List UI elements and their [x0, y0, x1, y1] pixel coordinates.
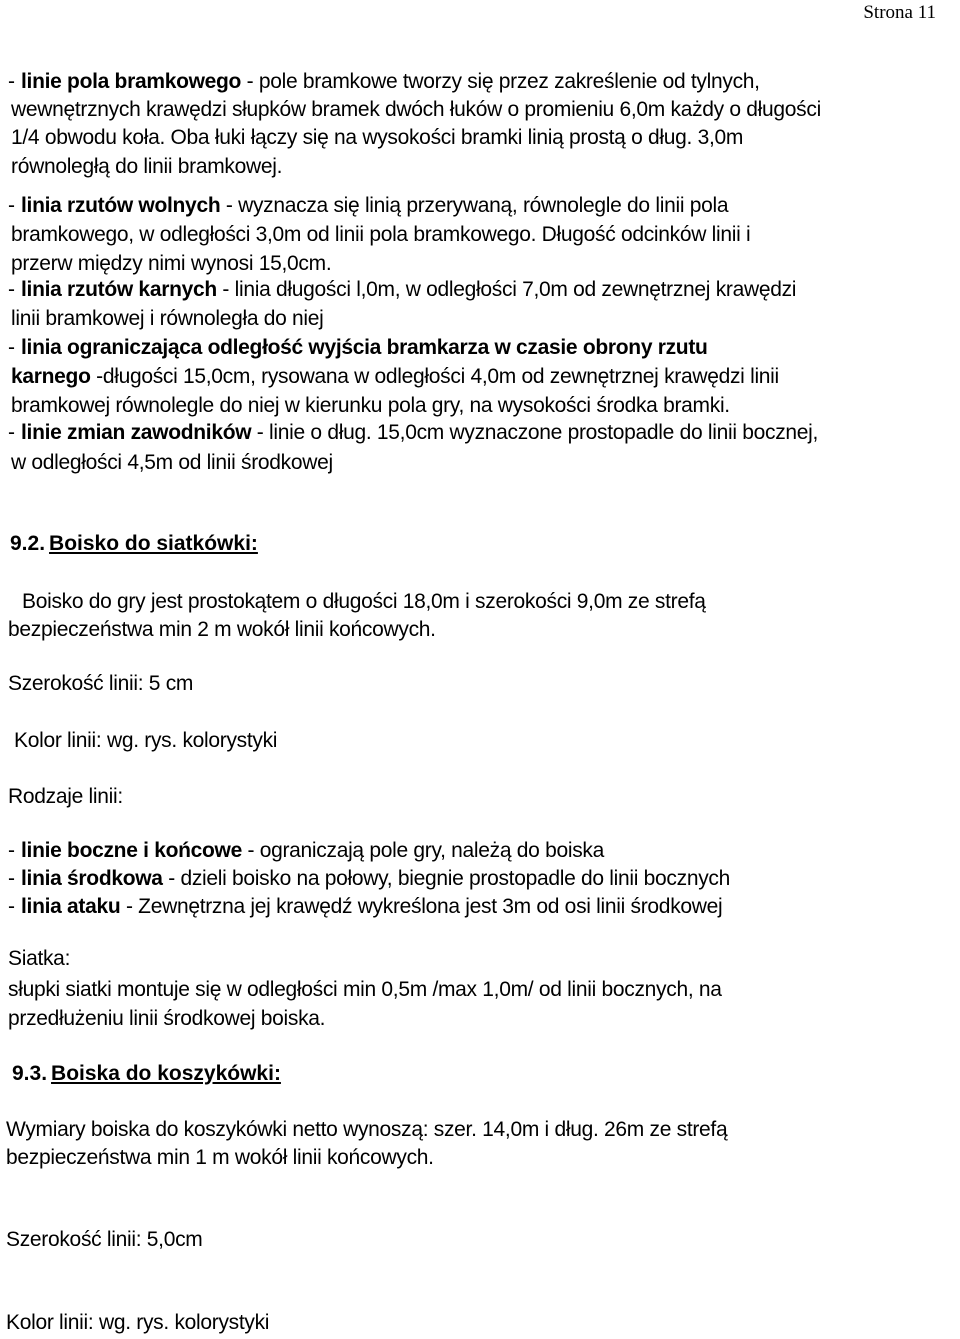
line-name: linie boczne i końcowe	[21, 839, 242, 862]
list-item-continuation: w odległości 4,5m od linii środkowej	[11, 451, 333, 474]
list-item: - linia ataku - Zewnętrzna jej krawędź wykreślona jest 3m od osi linii środkowej	[8, 895, 723, 918]
volleyball-intro: Boisko do gry jest prostokątem o długości 18,0m i szerokości 9,0m ze strefą	[22, 590, 706, 613]
volleyball-intro-cont: bezpieczeństwa min 2 m wokół linii końcowych.	[8, 618, 436, 641]
net-text-cont: przedłużeniu linii środkowej boiska.	[8, 1007, 326, 1030]
section-heading-volleyball: 9.2. Boisko do siatkówki:	[10, 532, 258, 555]
line-name: linia rzutów wolnych	[21, 194, 221, 217]
list-item: - linia rzutów wolnych - wyznacza się linią przerywaną, równolegle do linii pola	[8, 194, 729, 217]
list-item-continuation: bramkowej równolegle do niej w kierunku pola gry, na wysokości środka bramki.	[11, 394, 730, 417]
line-name: linie zmian zawodników	[21, 421, 252, 444]
list-item: - linie pola bramkowego - pole bramkowe tworzy się przez zakreślenie od tylnych,	[8, 70, 760, 93]
basketball-line-width: Szerokość linii: 5,0cm	[6, 1228, 203, 1251]
volleyball-line-width: Szerokość linii: 5 cm	[8, 672, 194, 695]
list-item-continuation: wewnętrznych krawędzi słupków bramek dwóch łuków o promieniu 6,0m każdy o długości	[11, 98, 821, 121]
line-name: linie pola bramkowego	[21, 70, 242, 93]
volleyball-line-color: Kolor linii: wg. rys. kolorystyki	[14, 729, 278, 752]
list-item: - linia środkowa - dzieli boisko na połowy, biegnie prostopadle do linii bocznych	[8, 867, 730, 890]
list-item: - linia ograniczająca odległość wyjścia bramkarza w czasie obrony rzutu	[8, 336, 708, 359]
list-item-continuation: linii bramkowej i równoległa do niej	[11, 307, 324, 330]
net-text: słupki siatki montuje się w odległości min 0,5m /max 1,0m/ od linii bocznych, na	[8, 978, 722, 1001]
list-item-continuation: przerw między nimi wynosi 15,0cm.	[11, 252, 332, 275]
volleyball-line-types-label: Rodzaje linii:	[8, 785, 123, 808]
line-name: linia ograniczająca odległość wyjścia bramkarza w czasie obrony rzutu	[21, 336, 708, 359]
list-item: - linie zmian zawodników - linie o dług. 15,0cm wyznaczone prostopadle do linii bocznej,	[8, 421, 819, 444]
list-item-continuation: karnego -długości 15,0cm, rysowana w odległości 4,0m od zewnętrznej krawędzi linii	[11, 365, 779, 388]
basketball-intro: Wymiary boiska do koszykówki netto wynoszą: szer. 14,0m i dług. 26m ze strefą	[6, 1118, 728, 1141]
line-name: linia ataku	[21, 895, 121, 918]
line-name: linia rzutów karnych	[21, 278, 217, 301]
list-item-continuation: równoległą do linii bramkowej.	[11, 155, 283, 178]
section-heading-basketball: 9.3. Boiska do koszykówki:	[12, 1062, 281, 1085]
basketball-line-color: Kolor linii: wg. rys. kolorystyki	[6, 1311, 270, 1334]
page-number: Strona 11	[863, 2, 936, 23]
line-name: linia środkowa	[21, 867, 163, 890]
list-item: - linie boczne i końcowe - ograniczają pole gry, należą do boiska	[8, 839, 604, 862]
net-label: Siatka:	[8, 947, 71, 970]
list-item: - linia rzutów karnych - linia długości l,0m, w odległości 7,0m od zewnętrznej krawędzi	[8, 278, 797, 301]
list-item-continuation: 1/4 obwodu koła. Oba łuki łączy się na wysokości bramki linią prostą o dług. 3,0m	[11, 126, 744, 149]
basketball-intro-cont: bezpieczeństwa min 1 m wokół linii końcowych.	[6, 1146, 434, 1169]
list-item-continuation: bramkowego, w odległości 3,0m od linii pola bramkowego. Długość odcinków linii i	[11, 223, 751, 246]
